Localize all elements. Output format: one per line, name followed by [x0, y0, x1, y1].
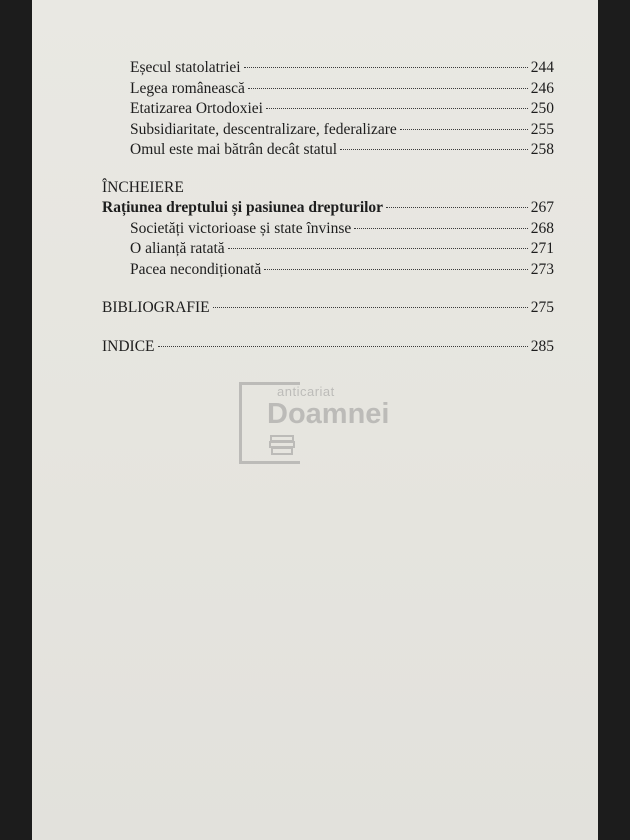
toc-entry-title: Pacea necondiționată [130, 260, 262, 278]
toc-entry-page: 285 [530, 337, 554, 355]
conclusion-heading: ÎNCHEIERE [102, 178, 184, 196]
dot-leader [158, 346, 528, 347]
toc-entry-title: Rațiunea dreptului și pasiunea drepturilor [102, 199, 384, 216]
toc-entry-page: 271 [530, 240, 554, 257]
toc-entry-title: Legea românească [130, 79, 245, 97]
toc-bibliography-entry[interactable] [102, 298, 554, 319]
table-of-contents [102, 58, 554, 357]
toc-entry-title: Societăți victorioase și state învinse [130, 219, 352, 237]
dot-leader [340, 149, 528, 150]
toc-entry[interactable] [102, 219, 554, 240]
dot-leader [213, 307, 528, 308]
dot-leader [248, 88, 528, 89]
toc-entry-page: 244 [530, 59, 554, 76]
toc-entry-page: 267 [530, 199, 554, 216]
toc-entry-page: 268 [530, 219, 554, 237]
toc-index-entry[interactable] [102, 337, 554, 358]
dot-leader [228, 248, 528, 249]
toc-entry[interactable] [102, 58, 554, 79]
dot-leader [266, 108, 528, 109]
toc-entry-page: 273 [530, 260, 554, 278]
book-page [32, 0, 598, 840]
toc-entry-page: 258 [530, 141, 554, 158]
dot-leader [264, 269, 527, 270]
dot-leader [400, 129, 528, 130]
watermark-small-text: anticariat [277, 384, 335, 399]
toc-entry-page: 255 [530, 120, 554, 138]
toc-entry[interactable] [102, 120, 554, 141]
toc-entry-page: 246 [530, 79, 554, 97]
toc-entry[interactable] [102, 79, 554, 100]
toc-entry-page: 250 [530, 100, 554, 117]
toc-entry[interactable] [102, 99, 554, 120]
toc-entry[interactable] [102, 239, 554, 260]
toc-entry-title: Subsidiaritate, descentralizare, federalizare [130, 120, 397, 138]
toc-entry-title: BIBLIOGRAFIE [102, 299, 210, 316]
toc-entry-title: INDICE [102, 337, 155, 355]
toc-entry-title: Omul este mai bătrân decât statul [130, 141, 338, 158]
toc-entry[interactable] [102, 260, 554, 281]
dot-leader [386, 207, 528, 208]
books-icon [269, 434, 295, 456]
dot-leader [244, 67, 528, 68]
watermark-big-text: Doamnei [267, 398, 390, 430]
toc-entry[interactable] [102, 140, 554, 161]
watermark-logo [239, 382, 389, 462]
spacer [102, 319, 554, 337]
toc-chapter-entry[interactable] [102, 198, 554, 219]
dot-leader [354, 228, 527, 229]
spacer [102, 280, 554, 298]
toc-entry-title: Etatizarea Ortodoxiei [130, 100, 263, 117]
toc-entry-title: Eșecul statolatriei [130, 59, 241, 76]
toc-entry-page: 275 [530, 299, 554, 316]
toc-entry-title: O alianță ratată [130, 240, 225, 257]
